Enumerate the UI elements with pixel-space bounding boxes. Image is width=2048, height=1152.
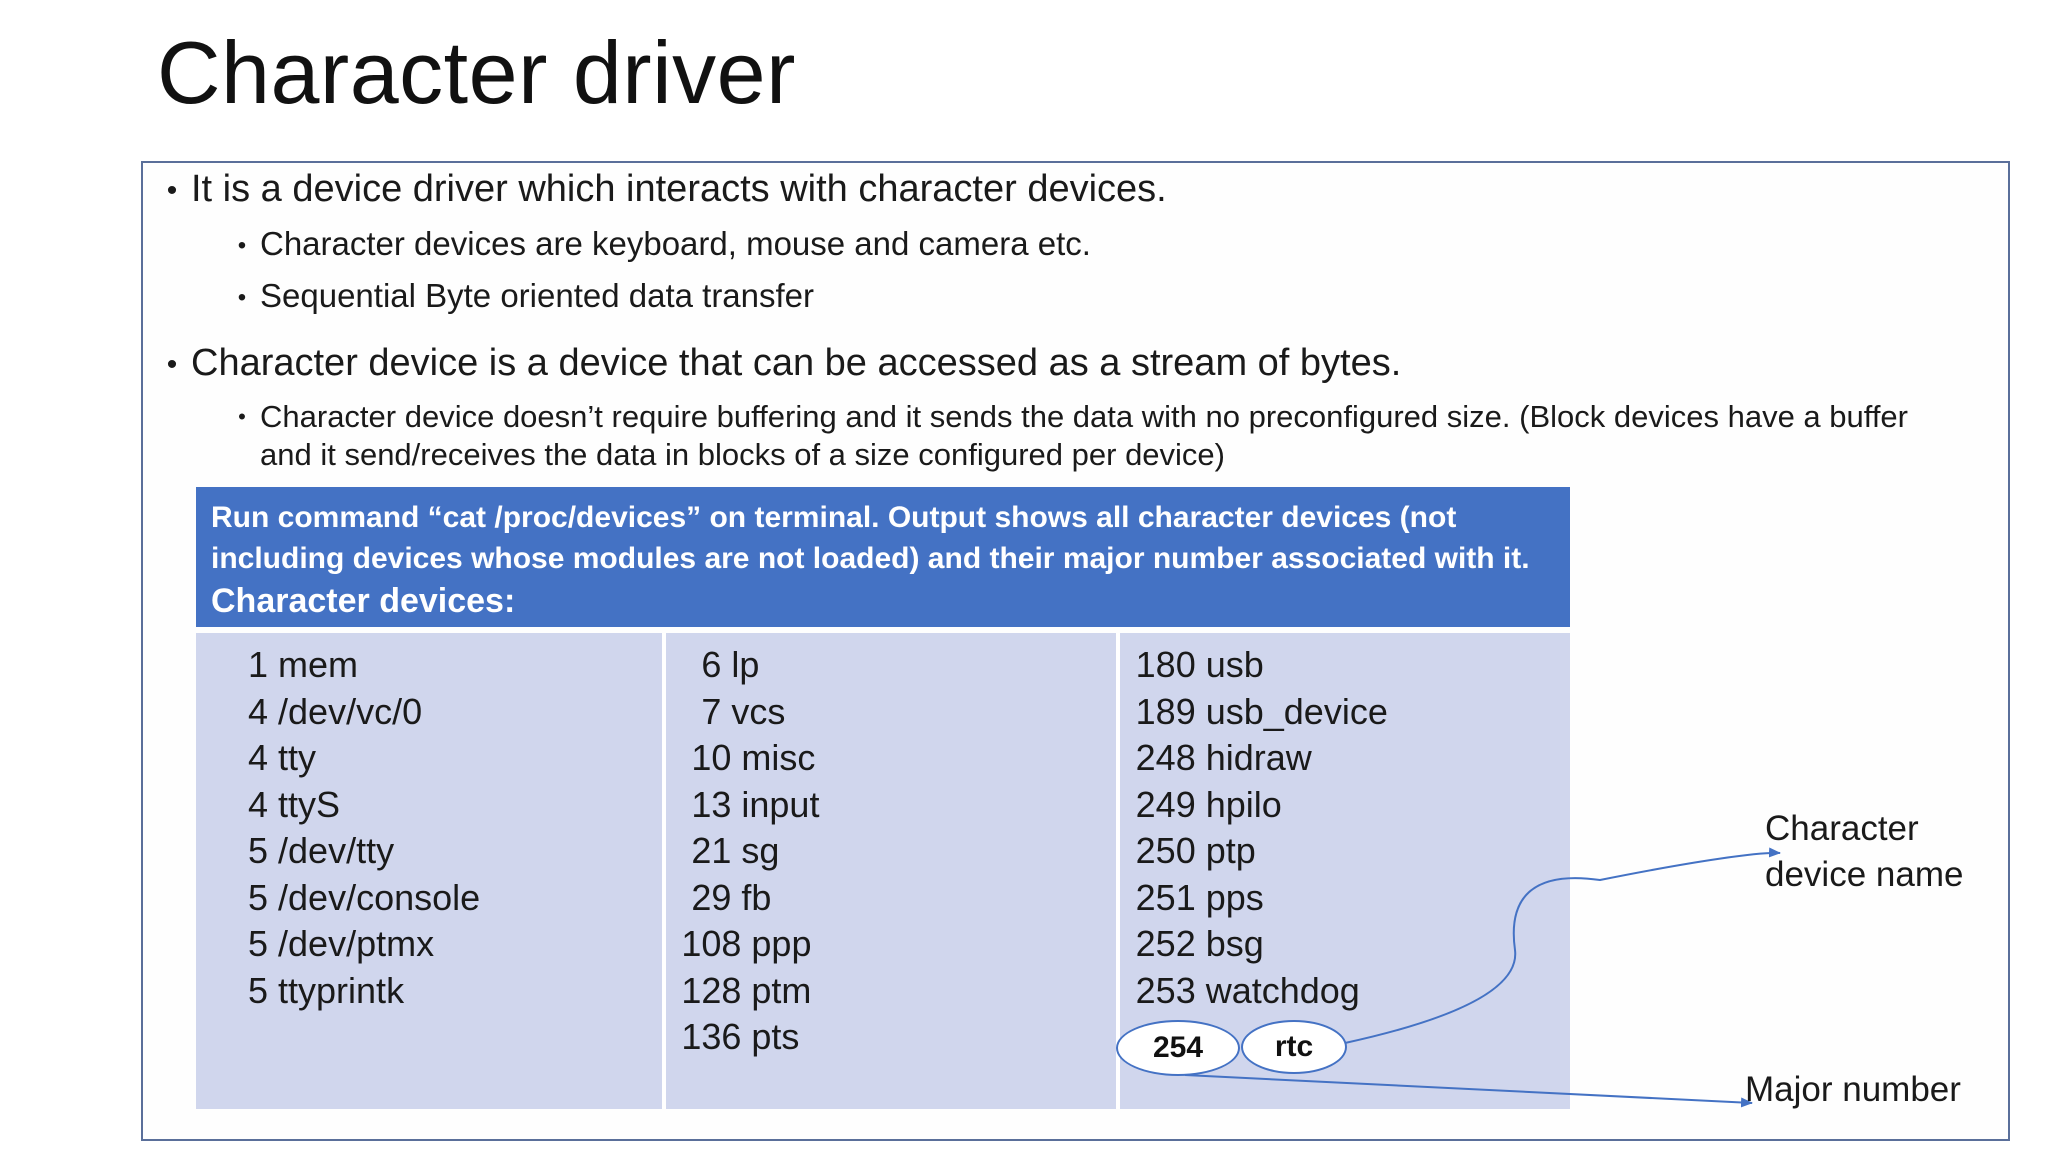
device-row: 4 /dev/vc/0	[228, 690, 423, 732]
device-row: 10 misc	[681, 737, 816, 778]
device-row: 21 sg	[681, 830, 780, 871]
label-major-number: Major number	[1745, 1070, 1961, 1109]
arrow-to-major-number	[1185, 1075, 1752, 1103]
device-row: 252 bsg	[1135, 923, 1264, 964]
device-row: 108 ppp	[681, 923, 812, 964]
major-number-bubble: 254	[1116, 1020, 1240, 1076]
device-row: 5 ttyprintk	[228, 969, 405, 1011]
device-row: 249 hpilo	[1135, 783, 1282, 825]
device-row: 250 ptp	[1135, 830, 1256, 871]
bullet-text-line2: and it send/receives the data in blocks of a size configured per device)	[260, 437, 1225, 472]
device-row: 4 ttyS	[228, 783, 341, 825]
bullet-dot: •	[237, 232, 247, 259]
arrow-to-device-name	[1345, 853, 1780, 1043]
bullet-dot: •	[237, 284, 247, 311]
device-row: 128 ptm	[681, 969, 812, 1011]
device-row: 180 usb	[1135, 644, 1264, 685]
device-row: 248 hidraw	[1135, 737, 1312, 778]
bullet-dot: •	[166, 174, 178, 207]
bullet-dot: •	[166, 348, 178, 381]
bullet-text: It is a device driver which interacts with character devices.	[191, 168, 1167, 210]
device-row: 189 usb_device	[1135, 690, 1388, 732]
device-name-bubble: rtc	[1241, 1020, 1347, 1074]
device-row: 13 input	[681, 783, 820, 825]
callout-line-2: including devices whose modules are not loaded) and their major number associated with it.	[211, 542, 1530, 575]
bullet-text-line1: Character device doesn’t require buffering and it sends the data with no preconfigured size. (Block devices have a buffer	[260, 399, 1908, 434]
device-row: 5 /dev/tty	[228, 830, 395, 871]
bullet-text: Sequential Byte oriented data transfer	[260, 277, 815, 314]
device-row: 29 fb	[681, 876, 772, 918]
slide-title: Character driver	[157, 23, 796, 122]
device-row: 5 /dev/console	[228, 876, 481, 918]
device-row: 6 lp	[681, 644, 760, 685]
callout-line-1: Run command “cat /proc/devices” on terminal. Output shows all character devices (not	[211, 501, 1457, 534]
device-row: 7 vcs	[681, 690, 786, 732]
device-row: 1 mem	[228, 644, 359, 685]
bullet-dot: •	[238, 404, 246, 429]
device-row: 136 pts	[681, 1016, 800, 1057]
label-line-1: Character	[1765, 809, 1919, 848]
device-row: 5 /dev/ptmx	[228, 923, 435, 964]
label-character-device-name	[1765, 806, 1963, 898]
device-row: 251 pps	[1135, 876, 1264, 918]
bullet-text: Character devices are keyboard, mouse and camera etc.	[260, 225, 1091, 262]
bullet-text: Character device is a device that can be accessed as a stream of bytes.	[191, 342, 1402, 384]
label-line-2: device name	[1765, 855, 1964, 894]
device-row: 253 watchdog	[1135, 969, 1360, 1011]
callout-subtitle: Character devices:	[211, 582, 516, 620]
device-row: 4 tty	[228, 737, 317, 778]
